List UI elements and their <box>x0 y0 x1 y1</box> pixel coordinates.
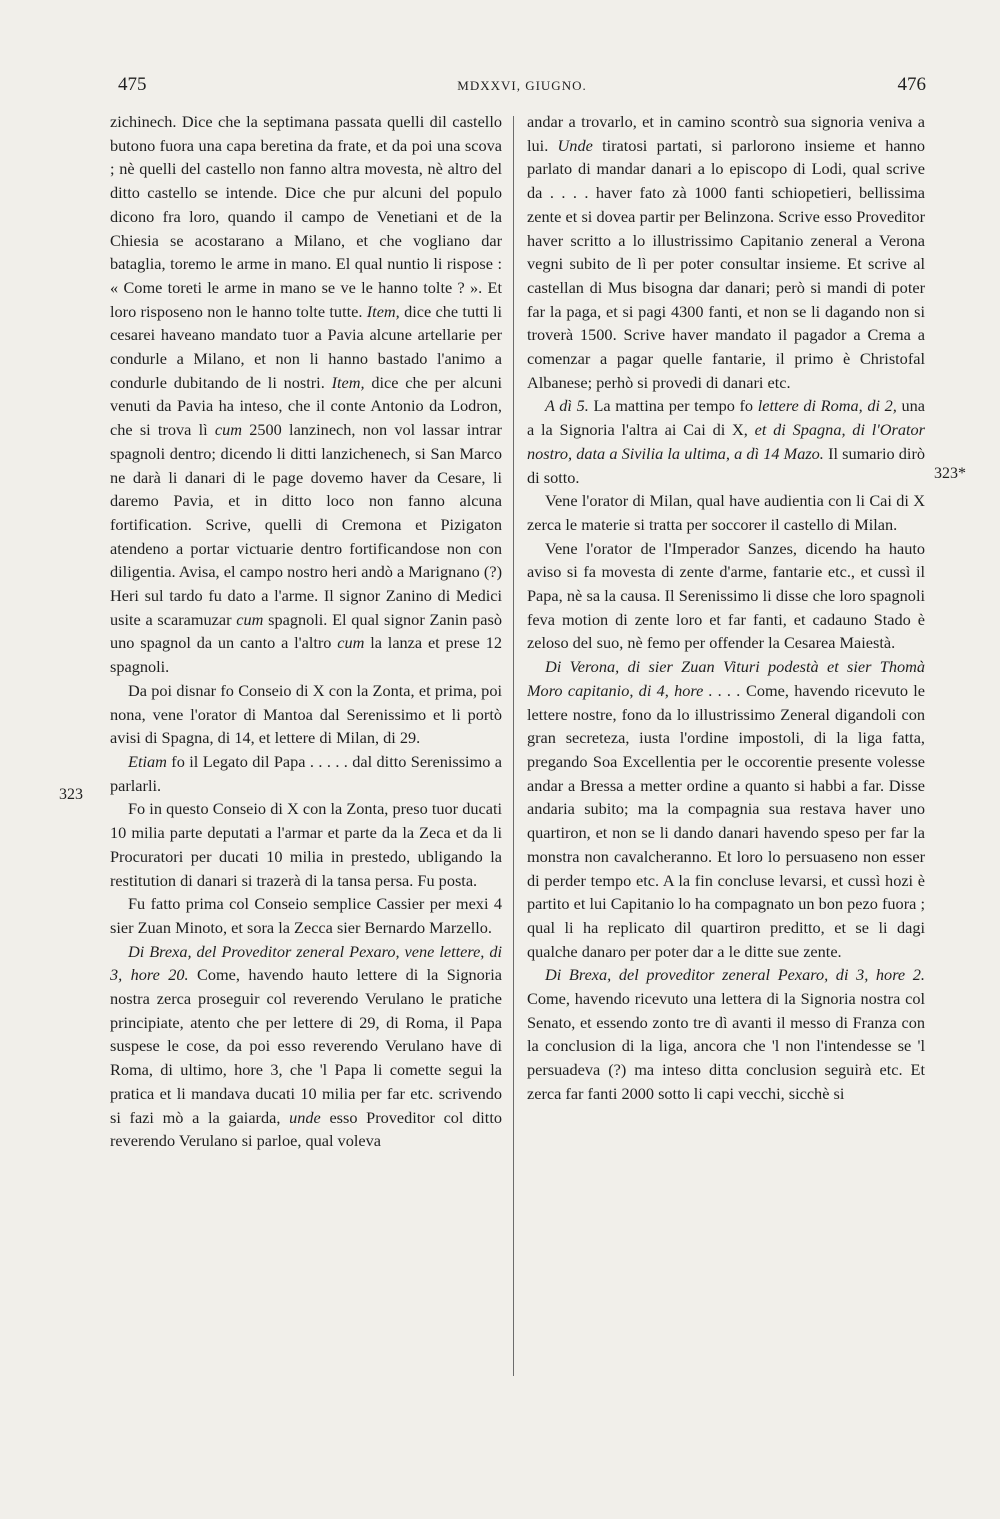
paragraph: zichinech. Dice che la septimana passata quelli dil castello butono fuora una capa beretina da frate, et da poi una scova ; nè quelli del castello non fanno altra movesta, nè altro del ditto castello se intende. Dice che pur alcuni del populo dicono fra loro, quando il campo de Venetiani et de la Chiesia se acostarano a Milano, et che vogliano dar bataglia, toremo le arme in mano. El qual nuntio li rispose : « Come toreti le arme in mano se ve le hanno tolte ? ». Et loro risposeno non le hanno tolte tutte. Item, dice che tutti li cesarei haveano mandato tuor a Pavia alcune artellarie per condurle a Milano, et non li hanno bastado l'animo a condurle dubitando de li nostri. Item, dice che per alcuni venuti da Pavia ha inteso, che il conte Antonio da Lodron, che si trova lì cum 2500 lanzinech, non vol lassar intrar spagnoli dentro; dicendo li ditti lanzichenech, si San Marco ne darà li danari di le page dovemo haver da Cesare, li daremo Pavia, et in ditto loco non fanno alcuna fortification. Scrive, quelli di Cremona et Pizigaton atendeno a portar victuarie dentro fortificandose non con diligentia. Avisa, el campo nostro heri andò a Marignano (?) Heri sul tardo fu dato a l'arme. Il signor Zanino di Medici usite a scaramuzar cum spagnoli. El qual signor Zanin pasò uno spagnol da un canto a l'altro cum la lanza et prese 12 spagnoli. <box>110 112 502 677</box>
paragraph: Fu fatto prima col Conseio semplice Cassier per mexi 4 sier Zuan Minoto, et sora la Zecca sier Bernardo Marzello. <box>110 894 502 937</box>
column-divider <box>513 116 514 1376</box>
page-number-left: 475 <box>118 74 147 95</box>
paragraph: Etiam fo il Legato dil Papa . . . . . dal ditto Serenissimo a parlarli. <box>110 751 502 795</box>
running-head <box>118 74 926 102</box>
margin-number-right: 323* <box>934 465 966 482</box>
margin-number-left: 323 <box>59 786 83 803</box>
paragraph: Di Brexa, del proveditor zeneral Pexaro, di 3, hore 2. Come, havendo ricevuto una lettera di la Signoria nostra col Senato, et essendo zonto tre dì avanti il messo di Franza con la conclusion di la liga, ancora che 'l non l'intendesse se 'l persuadeva (?) ma inteso ditta conclusion seguirà etc. Et zerca far fanti 2000 sotto li capi vecchi, sicchè si <box>527 965 925 1103</box>
paragraph: A dì 5. La mattina per tempo fo lettere di Roma, di 2, una a la Signoria l'altra ai Cai di X, et di Spagna, di l'Orator nostro, data a Sivilia la ultima, a dì 14 Mazo. Il sumario dirò di sotto. <box>527 396 925 487</box>
left-column <box>110 110 502 1390</box>
paragraph: Vene l'orator de l'Imperador Sanzes, dicendo ha hauto aviso si fa movesta di zente d'arme, fantarie etc., et cussì il Papa, nè sa la causa. Il Serenissimo li disse che loro spagnoli feva motion di zente loro et far fanti, et cadauno Stado è zeloso del suo, nè femo per offender la Cesarea Maiestà. <box>527 538 925 653</box>
paragraph: Vene l'orator di Milan, qual have audientia con li Cai di X zerca le materie si tratta per soccorer il castello di Milan. <box>527 491 925 534</box>
right-column <box>527 110 925 1390</box>
paragraph: Da poi disnar fo Conseio di X con la Zonta, et prima, poi nona, vene l'orator di Mantoa dal Serenissimo et li portò avisi di Spagna, di 14, et lettere di Milan, di 29. <box>110 680 502 748</box>
paragraph: Fo in questo Conseio di X con la Zonta, preso tuor ducati 10 milia parte deputati a l'armar et parte da la Zeca et da li Procuratori per ducati 10 milia in prestedo, ubligando la restitution di danari si trazerà di la tansa persa. Fu posta. <box>110 799 502 890</box>
paragraph: andar a trovarlo, et in camino scontrò sua signoria veniva a lui. Unde tiratosi partati, si parlorono insieme et hanno parlato di mandar danari a lo episcopo di Lodi, qual scrive da . . . . haver fato zà 1000 fanti schiopetieri, bellissima zente et si dovea partir per Belinzona. Scrive esso Proveditor haver scritto a lo illustrissimo Capitanio zeneral a Verona vegni subito de lì per poter consultar insieme. Et scrive al castellan di Mus bisogna dar danari; però si mandi di poter far la paga, et si pagi 4300 fanti, et non se li dagando non si troverà 1500. Scrive haver mandato il pagador a Crema a comenzar a pagar quelle fantarie, il primo è Christofal Albanese; perhò si provedi di danari etc. <box>527 112 925 392</box>
paragraph: Di Brexa, del Proveditor zeneral Pexaro, vene lettere, di 3, hore 20. Come, havendo hauto lettere di la Signoria nostra zerca proseguir col reverendo Verulano le pratiche principiate, atento che per lettere di 29, di Roma, il Papa suspese le cose, da poi esso reverendo Verulano have di Roma, di ultimo, hore 3, che 'l Papa li comette segui la pratica et li mandava ducati 10 milia per far etc. scrivendo si fazi mò a la gaiarda, unde esso Proveditor col ditto reverendo Verulano si parloe, qual voleva <box>110 941 502 1151</box>
page-number-right: 476 <box>897 74 926 95</box>
running-title: MDXXVI, GIUGNO. <box>457 78 587 93</box>
paragraph: Di Verona, di sier Zuan Vituri podestà et sier Thomà Moro capitanio, di 4, hore . . . . Come, havendo ricevuto le lettere nostre, fono da lo illustrissimo Zeneral digandoli con gran secreteza, iusta l'ordine impostoli, di la liga fatta, pregando Soa Excellentia per le occorentie presente volesse andar a Bressa a metter ordine a quanto si habbi a far. Disse andaria subito; ma la compagnia sua restava haver uno quartiron, et non se li dando danari havendo speso per far la monstra non cavalcheranno. Et loro lo persuaseno non esser di perder tempo etc. A la fin concluse levarsi, et cussì hozi è partito et lui Capitanio lo ha compagnato un bon pezo fuora ; qual li ha replicato dil quartiron preditto, et se li dagi qualche danaro per poter dar a le ditte sue zente. <box>527 657 925 961</box>
